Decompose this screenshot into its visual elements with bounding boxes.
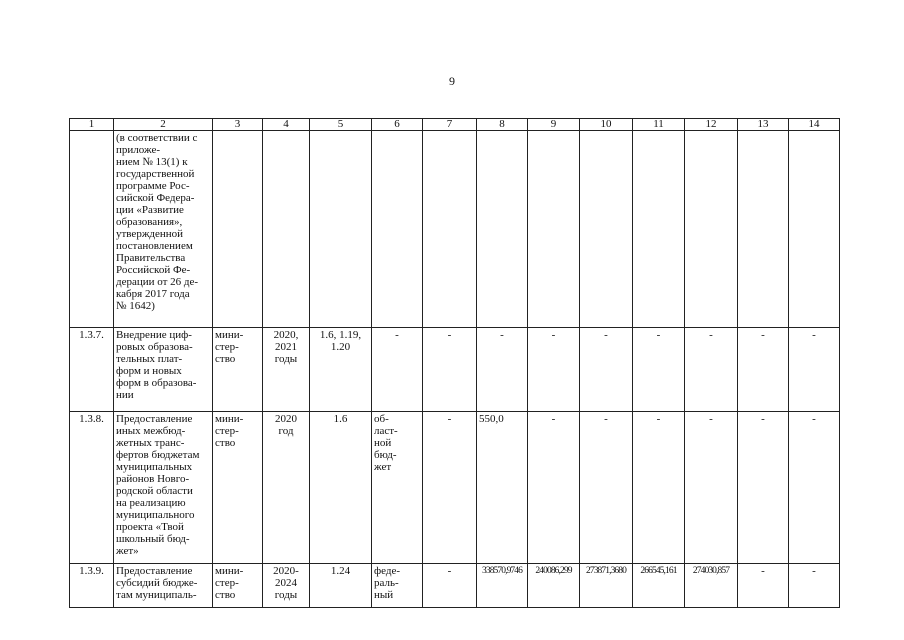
value-cell: - xyxy=(789,328,840,412)
header-cell: 13 xyxy=(738,119,789,131)
value-cell xyxy=(789,131,840,328)
period-cell: 2020, 2021 годы xyxy=(263,328,310,412)
header-cell: 10 xyxy=(580,119,633,131)
value-cell: 240086,299 xyxy=(528,564,580,608)
header-cell: 9 xyxy=(528,119,580,131)
table-row xyxy=(70,131,840,328)
page-number: 9 xyxy=(449,74,455,88)
measure-name-cell: Внедрение циф- ровых образова- тельных плат- форм и новых форм в образова- нии xyxy=(114,328,213,412)
header-cell: 1 xyxy=(70,119,114,131)
measure-name-cell: (в соответствии с приложе- нием № 13(1) к государственной программе Рос- сийской Федера- ции «Развитие образования», утвержденной постановлением Правительства Российской Фе- дерации от 26 де- кабря 2017 года № 1642) xyxy=(114,131,213,328)
measure-name-cell: Предоставление иных межбюд- жетных транс- фертов бюджетам муниципальных районов Новго- родской области на реализацию муниципального проекта «Твой школьный бюд- жет» xyxy=(114,412,213,564)
program-table xyxy=(69,118,840,608)
value-cell: - xyxy=(685,328,738,412)
value-cell: - xyxy=(423,564,477,608)
value-cell xyxy=(738,131,789,328)
indicator-cell: 1.24 xyxy=(310,564,372,608)
table-row xyxy=(70,564,840,608)
value-cell: - xyxy=(738,564,789,608)
header-cell: 5 xyxy=(310,119,372,131)
header-cell: 4 xyxy=(263,119,310,131)
header-cell: 11 xyxy=(633,119,685,131)
period-cell: 2020- 2024 годы xyxy=(263,564,310,608)
value-cell: - xyxy=(633,328,685,412)
value-cell: 550,0 xyxy=(477,412,528,564)
indicator-cell xyxy=(310,131,372,328)
executor-cell: мини- стер- ство xyxy=(213,564,263,608)
value-cell: 273871,3680 xyxy=(580,564,633,608)
source-cell xyxy=(372,131,423,328)
indicator-cell: 1.6, 1.19, 1.20 xyxy=(310,328,372,412)
source-cell: - xyxy=(372,328,423,412)
measure-name-cell: Предоставление субсидий бюдже- там муниципаль- xyxy=(114,564,213,608)
value-cell xyxy=(633,131,685,328)
value-cell: - xyxy=(738,412,789,564)
header-cell: 8 xyxy=(477,119,528,131)
table-row xyxy=(70,412,840,564)
header-cell: 12 xyxy=(685,119,738,131)
value-cell: - xyxy=(789,564,840,608)
value-cell xyxy=(423,131,477,328)
executor-cell xyxy=(213,131,263,328)
indicator-cell: 1.6 xyxy=(310,412,372,564)
executor-cell: мини- стер- ство xyxy=(213,328,263,412)
value-cell xyxy=(528,131,580,328)
value-cell xyxy=(580,131,633,328)
row-number-cell: 1.3.7. xyxy=(70,328,114,412)
header-cell: 2 xyxy=(114,119,213,131)
row-number-cell xyxy=(70,131,114,328)
value-cell: 274030,857 xyxy=(685,564,738,608)
source-cell: феде- раль- ный xyxy=(372,564,423,608)
header-cell: 6 xyxy=(372,119,423,131)
value-cell xyxy=(685,131,738,328)
source-cell: об- ласт- ной бюд- жет xyxy=(372,412,423,564)
period-cell: 2020 год xyxy=(263,412,310,564)
header-cell: 7 xyxy=(423,119,477,131)
header-row xyxy=(70,119,840,131)
value-cell: 266545,161 xyxy=(633,564,685,608)
value-cell: - xyxy=(477,328,528,412)
value-cell: - xyxy=(789,412,840,564)
header-cell: 3 xyxy=(213,119,263,131)
row-number-cell: 1.3.9. xyxy=(70,564,114,608)
value-cell: - xyxy=(423,328,477,412)
value-cell: - xyxy=(738,328,789,412)
value-cell: - xyxy=(423,412,477,564)
table-row xyxy=(70,328,840,412)
period-cell xyxy=(263,131,310,328)
value-cell: - xyxy=(685,412,738,564)
value-cell: 338570,9746 xyxy=(477,564,528,608)
value-cell: - xyxy=(580,412,633,564)
value-cell: - xyxy=(528,412,580,564)
value-cell xyxy=(477,131,528,328)
value-cell: - xyxy=(528,328,580,412)
header-cell: 14 xyxy=(789,119,840,131)
value-cell: - xyxy=(633,412,685,564)
row-number-cell: 1.3.8. xyxy=(70,412,114,564)
value-cell: - xyxy=(580,328,633,412)
executor-cell: мини- стер- ство xyxy=(213,412,263,564)
